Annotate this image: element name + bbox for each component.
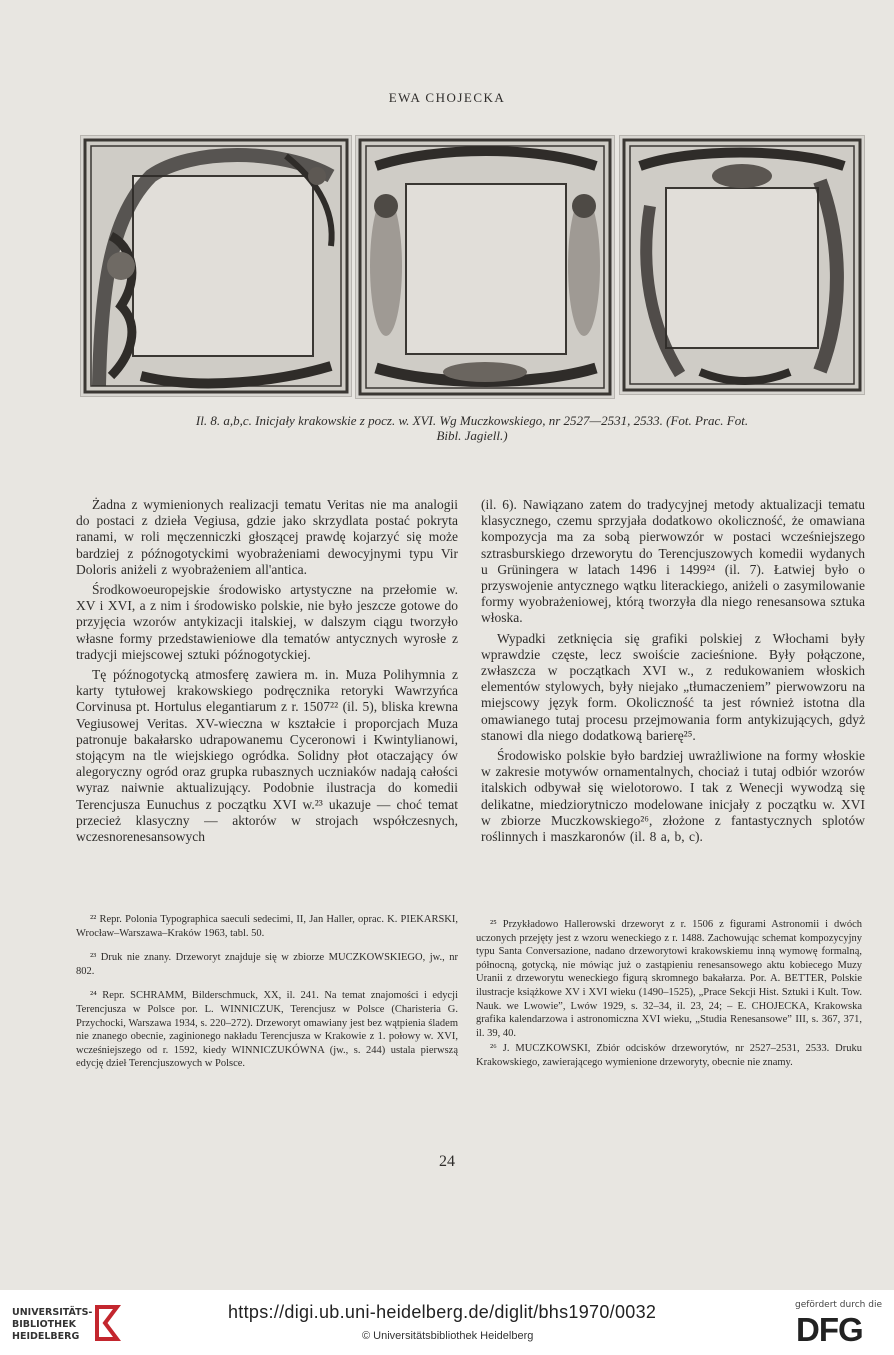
caption-line-2: Bibl. Jagiell.): [436, 428, 508, 443]
footnote-22: ²² Repr. Polonia Typographica saeculi sedecimi, II, Jan Haller, oprac. K. PIEKARSKI, Wrocław–Warszawa–Kraków 1963, tabl. 50.: [76, 914, 458, 939]
library-line-3: HEIDELBERG: [12, 1331, 80, 1342]
woodcut-initial-c: [619, 135, 865, 395]
body-paragraph: Tę późnogotycką atmosferę zawiera m. in. Muza Polihymnia z karty tytułowej krakowskiego podręcznika retoryki Wawrzyńca Corvinusa pt. Hortulus elegantiarum z r. 1507²² (il. 5), bliska krewna Vegiusowej Veritas. XV-wieczna w kształcie i proporcjach Muza patronuje bakałarsko udrapowanemu Cyceronowi i Kwintylianowi, stojącym na tle wiejskiego ogródka. Solidny płot otaczający ów alegoryczny ogród oraz grupka rubasznych uczniaków nadają całości wyraz naiwnie aktualizujący. Podobnie ilustracja do komedii Terencjusza Eunuchus z początku XVI w.²³ ukazuje — choć temat przecież klasyczny — aktorów w strojach współczesnych, wczesnorenesansowych: [76, 667, 458, 845]
library-line-1: UNIVERSITÄTS-: [12, 1307, 93, 1318]
woodcut-a-drawing: [81, 136, 351, 396]
dfg-logo: DFG: [796, 1311, 863, 1348]
woodcut-b-drawing: [356, 136, 614, 398]
figure-caption: [88, 413, 856, 443]
body-paragraph: Wypadki zetknięcia się grafiki polskiej z Włochami były wprawdzie częste, lecz swoiście zacieśnione. Były połączone, zwłaszcza w początkach XVI w., z redukowaniem włoskich elementów stylowych, były niejako „tłumaczeniem” pierwowzoru na miejscowy język form. Okoliczność ta jest również istotna dla omawianego tutaj procesu przejmowania form antykizujących, gdyż stanowi dla niego dodatkową barierę²⁵.: [481, 630, 865, 743]
running-header: EWA CHOJECKA: [388, 90, 506, 105]
woodcut-initial-a: [80, 135, 352, 397]
woodcut-c-drawing: [620, 136, 864, 394]
footnotes-left: [76, 913, 458, 1082]
footnote-24: ²⁴ Repr. SCHRAMM, Bilderschmuck, XX, il. 241. Na temat znajomości i edycji Terencjusza w Polsce por. L. WINNICZUK, Terencjusz w Polsce (Charisteria G. Przychocki, Warszawa 1934, s. 220–272). Drzeworyt omawiany jest bez wątpienia śladem nie znanego obecnie, zaginionego nakładu Terencjusza w Krakowie z 1. połowy w. XVI, wcześniejszego od r. 1592, kiedy WINNICZUKÓWNA (jw., s. 244) ustala pierwszą edycję dzieł Terencjuszowych w Polsce.: [76, 990, 458, 1070]
body-paragraph: Środkowoeuropejskie środowisko artystyczne na przełomie w. XV i XVI, a z nim i środowisko polskie, nie było jeszcze gotowe do przyjęcia wzorów antykizacji italskiej, w dalszym ciągu tworzyło własne formy przedstawieniowe dla tematów antycznych wyrosłe z tradycji miejscowej sztuki późnogotyckiej.: [76, 582, 458, 662]
body-paragraph: Środowisko polskie było bardziej uwrażliwione na formy włoskie w zakresie motywów ornamentalnych, chociaż i tutaj odbiór wzorów italskich odbywał się wielotorowo. I tak z Wenecji wywodzą się delikatne, miedziorytniczo modelowane inicjały z początku w. XVI w zbiorze Muczkowskiego²⁶, złożone z fantastycznych splotów roślinnych i maszkaronów (il. 8 a, b, c).: [481, 748, 865, 845]
body-column-left: [76, 497, 458, 845]
body-column-right: [481, 497, 865, 845]
woodcut-initial-b: [355, 135, 615, 399]
caption-line-1: Il. 8. a,b,c. Inicjały krakowskie z pocz. w. XVI. Wg Muczkowskiego, nr 2527—2531, 2533. (Fot. Prac. Fot.: [195, 413, 749, 428]
library-line-2: BIBLIOTHEK: [12, 1319, 76, 1330]
body-paragraph: (il. 6). Nawiązano zatem do tradycyjnej metody aktualizacji tematu klasycznego, czemu sprzyjała dodatkowo okoliczność, że omawiana kompozycja ma za sobą pierwowzór w postaci wcześniejszego sztrasburskiego drzeworytu do Terencjuszowych komedii wydanych u Grüningera w latach 1496 i 1499²⁴ (il. 7). Łatwiej było o przyswojenie antycznego wątku literackiego, aniżeli o zasymilowanie formy wyobrażeniowej, którą tworzyła dla niego renesansowa sztuka włoska.: [481, 497, 865, 626]
library-name: [12, 1307, 92, 1343]
footnote-25: ²⁵ Przykładowo Hallerowski drzeworyt z r. 1506 z figurami Astronomii i dwóch uczonych przejęty jest z wzoru weneckiego z r. 1488. Zachowując schemat kompozycyjny typu Santa Conversazione, nadano drzeworytowi krakowskiemu inną wymowę formalną, północną, gotycką, nie mówiąc już o zastąpieniu renesansowego aktu kobiecego Muzy Uranii z drzeworytu weneckiego figurą skromnego bakałarza. Por. A. BETTER, Polskie ilustracje książkowe XV i XVI wieku (1490–1525), „Prace Sekcji Hist. Sztuki i Kult. Tow. Nauk. we Lwowie”, Lwów 1929, s. 32–34, il. 23, 24; – E. CHOJECKA, Krakowska grafika kalendarzowa i astronomiczna XVI wieku, „Studia Renesansowe” III, s. 367, 371, il. 39, 40.: [476, 919, 862, 1039]
footnote-26: ²⁶ J. MUCZKOWSKI, Zbiór odcisków drzeworytów, nr 2527–2531, 2533. Druku Krakowskiego, zawierającego wymienione drzeworyty, obecnie nie znamy.: [476, 1043, 862, 1068]
library-logo-icon: [91, 1303, 123, 1343]
copyright-notice: © Universitätsbibliothek Heidelberg: [362, 1330, 534, 1342]
funding-label: gefördert durch die: [795, 1300, 882, 1310]
footnote-23: ²³ Druk nie znany. Drzeworyt znajduje się w zbiorze MUCZKOWSKIEGO, jw., nr 802.: [76, 952, 458, 977]
footnotes-right: [476, 918, 862, 1072]
permalink-url[interactable]: https://digi.ub.uni-heidelberg.de/diglit/bhs1970/0032: [228, 1302, 657, 1322]
page-number: 24: [439, 1153, 455, 1170]
body-paragraph: Żadna z wymienionych realizacji tematu Veritas nie ma analogii do postaci z dzieła Vegiusa, gdzie jako skrzydlata postać pokryta ranami, w roli męczenniczki głoszącej prawdę kojarzyć się może bardziej z późnogotyckimi wyobrażeniami dewocyjnymi typu Vir Doloris aniżeli z wyobrażeniem all'antica.: [76, 497, 458, 577]
viewer-footer: [0, 1290, 894, 1355]
